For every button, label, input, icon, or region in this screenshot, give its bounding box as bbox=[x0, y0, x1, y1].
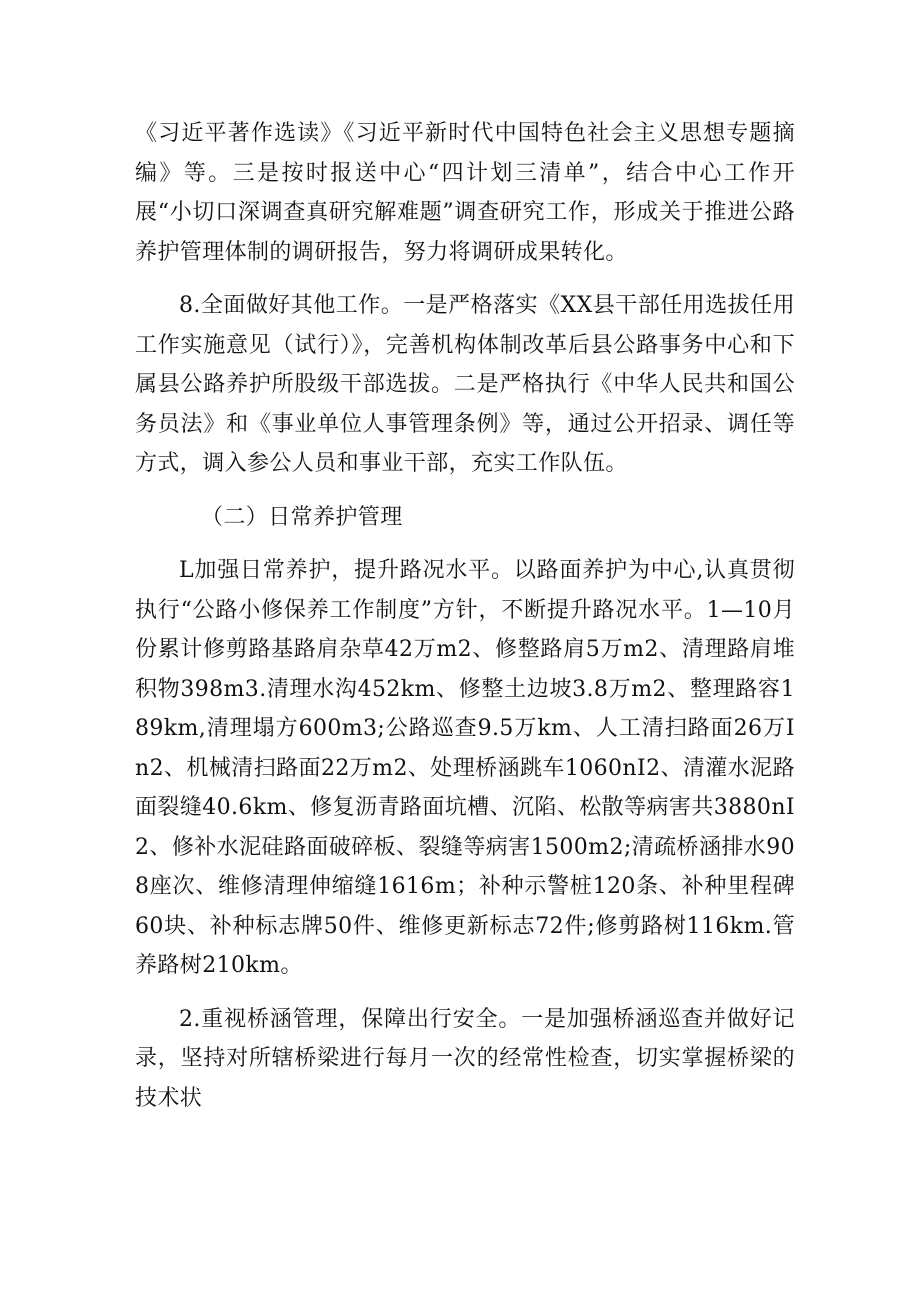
section-heading-daily-maintenance: （二）日常养护管理 bbox=[201, 504, 403, 530]
paragraph-bridge-management: 2.重视桥涵管理，保障出行安全。一是加强桥涵巡查并做好记录，坚持对所辖桥梁进行每月一次的经常性检查，切实掌握桥梁的技术状 bbox=[135, 1006, 795, 1111]
paragraph-study-materials: 《习近平著作选读》《习近平新时代中国特色社会主义思想专题摘编》等。三是按时报送中心“四计划三清单”，结合中心工作开展“小切口深调查真研究解难题”调查研究工作，形成关于推进公路养护管理体制的调研报告，努力将调研成果转化。 bbox=[135, 121, 795, 265]
document-body bbox=[135, 114, 795, 1118]
paragraph-daily-maintenance: L加强日常养护，提升路况水平。以路面养护为中心,认真贯彻执行“公路小修保养工作制度”方针，不断提升路况水平。1—10月份累计修剪路基路肩杂草42万m2、修整路肩5万m2、清理路肩堆积物398m3.清理水沟452km、修整土边坡3.8万m2、整理路容189km,清理塌方600m3;公路巡查9.5万km、人工清扫路面26万In2、机械清扫路面22万m2、处理桥涵跳车1060nI2、清灌水泥路面裂缝40.6km、修复沥青路面坑槽、沉陷、松散等病害共3880nI2、修补水泥硅路面破碎板、裂缝等病害1500m2;清疏桥涵排水908座次、维修清理伸缩缝1616m；补种示警桩120条、补种里程碑60块、补种标志牌50件、维修更新标志72件;修剪路树116km.管养路树210km。 bbox=[135, 558, 795, 978]
paragraph-other-work: 8.全面做好其他工作。一是严格落实《XX县干部任用选拔任用工作实施意见（试行）》，完善机构体制改革后县公路事务中心和下属县公路养护所股级干部选拔。二是严格执行《中华人民共和国公务员法》和《事业单位人事管理条例》等，通过公开招录、调任等方式，调入参公人员和事业干部，充实工作队伍。 bbox=[135, 293, 795, 476]
